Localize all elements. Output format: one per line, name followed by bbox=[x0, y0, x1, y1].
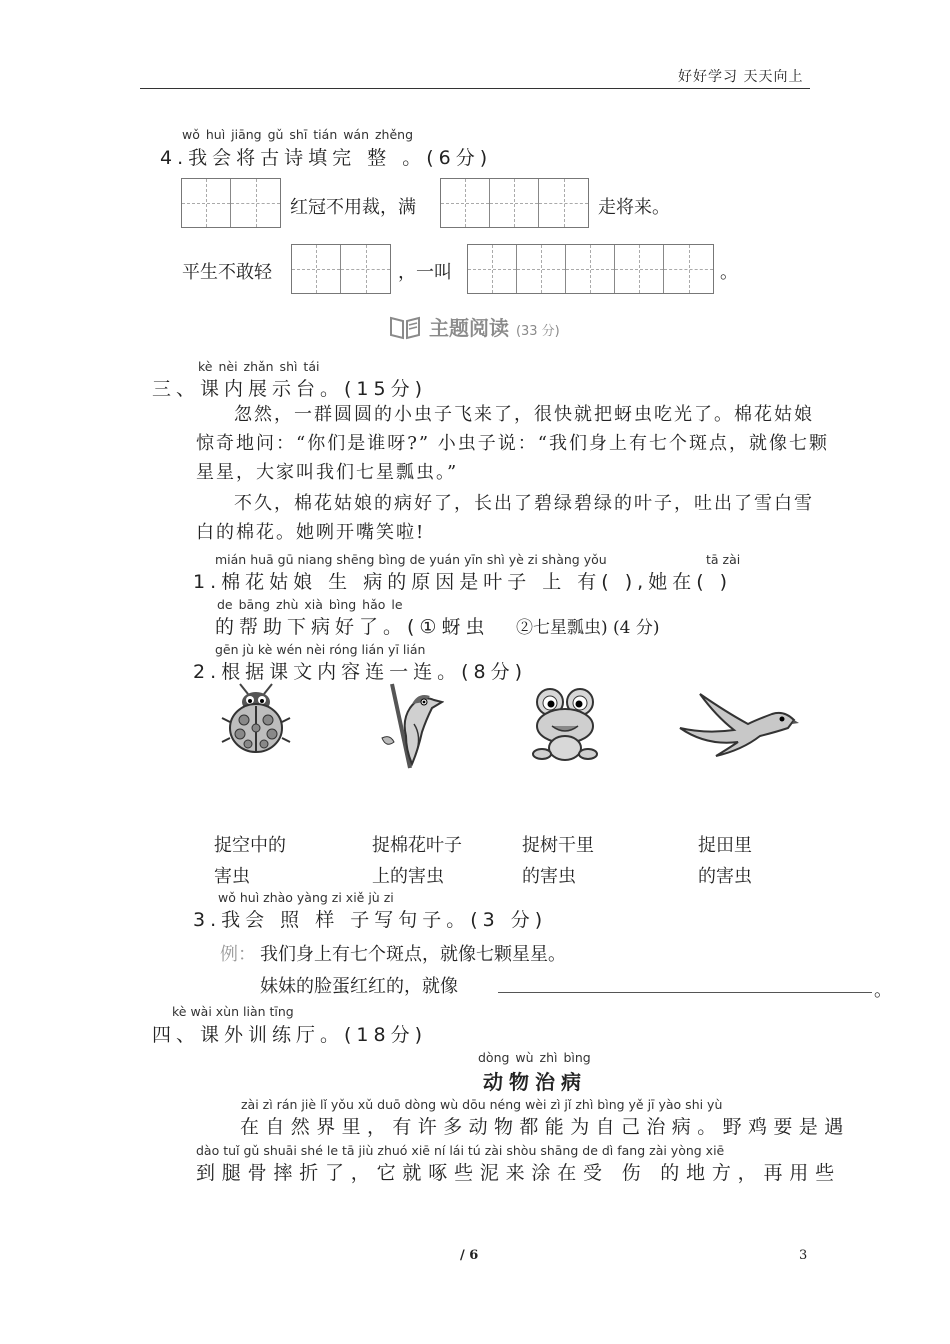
q4-line2-end: 。 bbox=[720, 262, 738, 283]
article-title-pinyin: dòng wù zhì bìng bbox=[478, 1050, 591, 1065]
q3-example: 我们身上有七个斑点，就像七颗星星。 bbox=[260, 944, 566, 965]
q4-title: 4.我会将古诗填完 整 。(6分) bbox=[160, 147, 493, 169]
swallow-image bbox=[676, 690, 800, 758]
q4-answer-grid-2[interactable] bbox=[440, 178, 589, 228]
q3-title: 3.我会 照 样 子写句子。(3 分) bbox=[193, 909, 548, 931]
q1-line-1: 1.棉花姑娘 生 病的原因是叶子 上 有( ),她在( ) bbox=[193, 571, 733, 593]
q4-answer-grid-1[interactable] bbox=[181, 178, 281, 228]
q1-line-2: 的帮助下病好了。(①蚜虫 bbox=[215, 616, 490, 638]
grid-cell[interactable] bbox=[231, 179, 280, 227]
passage-line-2: 惊奇地问：“你们是谁呀?” 小虫子说：“我们身上有七个斑点，就像七颗 bbox=[196, 433, 829, 454]
connect-label-2[interactable] bbox=[372, 830, 462, 892]
book-icon bbox=[388, 314, 422, 340]
passage-line-3: 星星，大家叫我们七星瓢虫。” bbox=[196, 462, 459, 483]
header-divider bbox=[140, 88, 810, 89]
grid-cell[interactable] bbox=[441, 179, 490, 227]
q1-option-2: ②七星瓢虫) (4 分) bbox=[516, 618, 660, 638]
grid-cell[interactable] bbox=[539, 179, 588, 227]
article-line2-pinyin: dào tuǐ gǔ shuāi shé le tā jiù zhuó xiē ní lái tú zài shòu shāng de dì fang zài yòng xiē bbox=[196, 1143, 725, 1158]
grid-cell[interactable] bbox=[292, 245, 341, 293]
ladybug-image bbox=[218, 682, 294, 758]
q2-pinyin: gēn jù kè wén nèi róng lián yī lián bbox=[215, 642, 426, 657]
connect-label-4-line2: 的害虫 bbox=[698, 866, 752, 887]
woodpecker-image bbox=[372, 680, 444, 770]
connect-label-2-line2: 上的害虫 bbox=[372, 866, 444, 887]
s3-title: 三、课内展示台。(15分) bbox=[152, 378, 428, 400]
s3-pinyin: kè nèi zhǎn shì tái bbox=[198, 359, 320, 374]
q1-pinyin-1b: tā zài bbox=[706, 552, 741, 567]
connect-label-4[interactable] bbox=[698, 830, 752, 892]
connect-label-2-line1: 捉棉花叶子 bbox=[372, 835, 462, 856]
grid-cell[interactable] bbox=[566, 245, 615, 293]
grid-cell[interactable] bbox=[182, 179, 231, 227]
q4-line1-mid: 红冠不用裁，满 bbox=[290, 197, 416, 218]
s4-pinyin: kè wài xùn liàn tīng bbox=[172, 1004, 294, 1019]
q4-pinyin: wǒ huì jiāng gǔ shī tián wán zhěng bbox=[182, 127, 414, 142]
q4-answer-grid-4[interactable] bbox=[467, 244, 714, 294]
q3-pinyin: wǒ huì zhào yàng zi xiě jù zi bbox=[218, 890, 394, 905]
passage-line-5: 白的棉花。她咧开嘴笑啦! bbox=[196, 522, 426, 543]
page-count: / 6 bbox=[460, 1248, 479, 1263]
passage-line-4: 不久，棉花姑娘的病好了，长出了碧绿碧绿的叶子，吐出了雪白雪 bbox=[234, 493, 814, 514]
article-line-2: 到腿骨摔折了，它就啄些泥来涂在受 伤 的地方，再用些 bbox=[196, 1162, 841, 1184]
page-number: 3 bbox=[799, 1248, 808, 1263]
section-banner bbox=[388, 312, 560, 341]
header-motto: 好好学习 天天向上 bbox=[678, 69, 804, 85]
connect-label-1-line2: 害虫 bbox=[214, 866, 250, 887]
connect-label-3-line1: 捉树干里 bbox=[522, 835, 594, 856]
q1-pinyin-1: mián huā gū niang shēng bìng de yuán yīn shì yè zi shàng yǒu bbox=[215, 552, 607, 567]
banner-title: 主题阅读 bbox=[428, 316, 509, 340]
article-line1-pinyin: zài zì rán jiè lǐ yǒu xǔ duō dòng wù dōu néng wèi zì jǐ zhì bìng yě jī yào shi yù bbox=[241, 1097, 723, 1112]
frog-image bbox=[528, 686, 602, 762]
s4-title: 四、课外训练厅。(18分) bbox=[152, 1024, 428, 1046]
connect-label-1[interactable] bbox=[214, 830, 286, 892]
grid-cell[interactable] bbox=[341, 245, 390, 293]
q4-line1-end: 走将来。 bbox=[598, 197, 670, 218]
q2-title: 2.根据课文内容连一连。(8分) bbox=[193, 661, 528, 683]
article-title: 动物治病 bbox=[483, 1070, 587, 1094]
q3-end-mark: 。 bbox=[874, 980, 892, 1001]
banner-score: (33 分) bbox=[515, 324, 560, 339]
passage-line-1: 忽然，一群圆圆的小虫子飞来了，很快就把蚜虫吃光了。棉花姑娘 bbox=[234, 404, 814, 425]
grid-cell[interactable] bbox=[664, 245, 713, 293]
grid-cell[interactable] bbox=[490, 179, 539, 227]
q3-answer-line[interactable] bbox=[498, 992, 872, 993]
grid-cell[interactable] bbox=[615, 245, 664, 293]
q4-line2-start: 平生不敢轻 bbox=[182, 262, 272, 283]
article-line-1: 在自然界里，有许多动物都能为自己治病。野鸡要是遇 bbox=[240, 1116, 850, 1138]
connect-label-3[interactable] bbox=[522, 830, 594, 892]
q3-example-label: 例： bbox=[220, 944, 256, 965]
grid-cell[interactable] bbox=[468, 245, 517, 293]
q4-line2-mid: ，一叫 bbox=[398, 262, 452, 283]
connect-label-4-line1: 捉田里 bbox=[698, 835, 752, 856]
q4-answer-grid-3[interactable] bbox=[291, 244, 391, 294]
connect-label-3-line2: 的害虫 bbox=[522, 866, 576, 887]
q1-pinyin-2: de bāng zhù xià bìng hǎo le bbox=[217, 597, 403, 612]
grid-cell[interactable] bbox=[517, 245, 566, 293]
q3-prompt: 妹妹的脸蛋红红的，就像 bbox=[260, 976, 458, 997]
connect-label-1-line1: 捉空中的 bbox=[214, 835, 286, 856]
